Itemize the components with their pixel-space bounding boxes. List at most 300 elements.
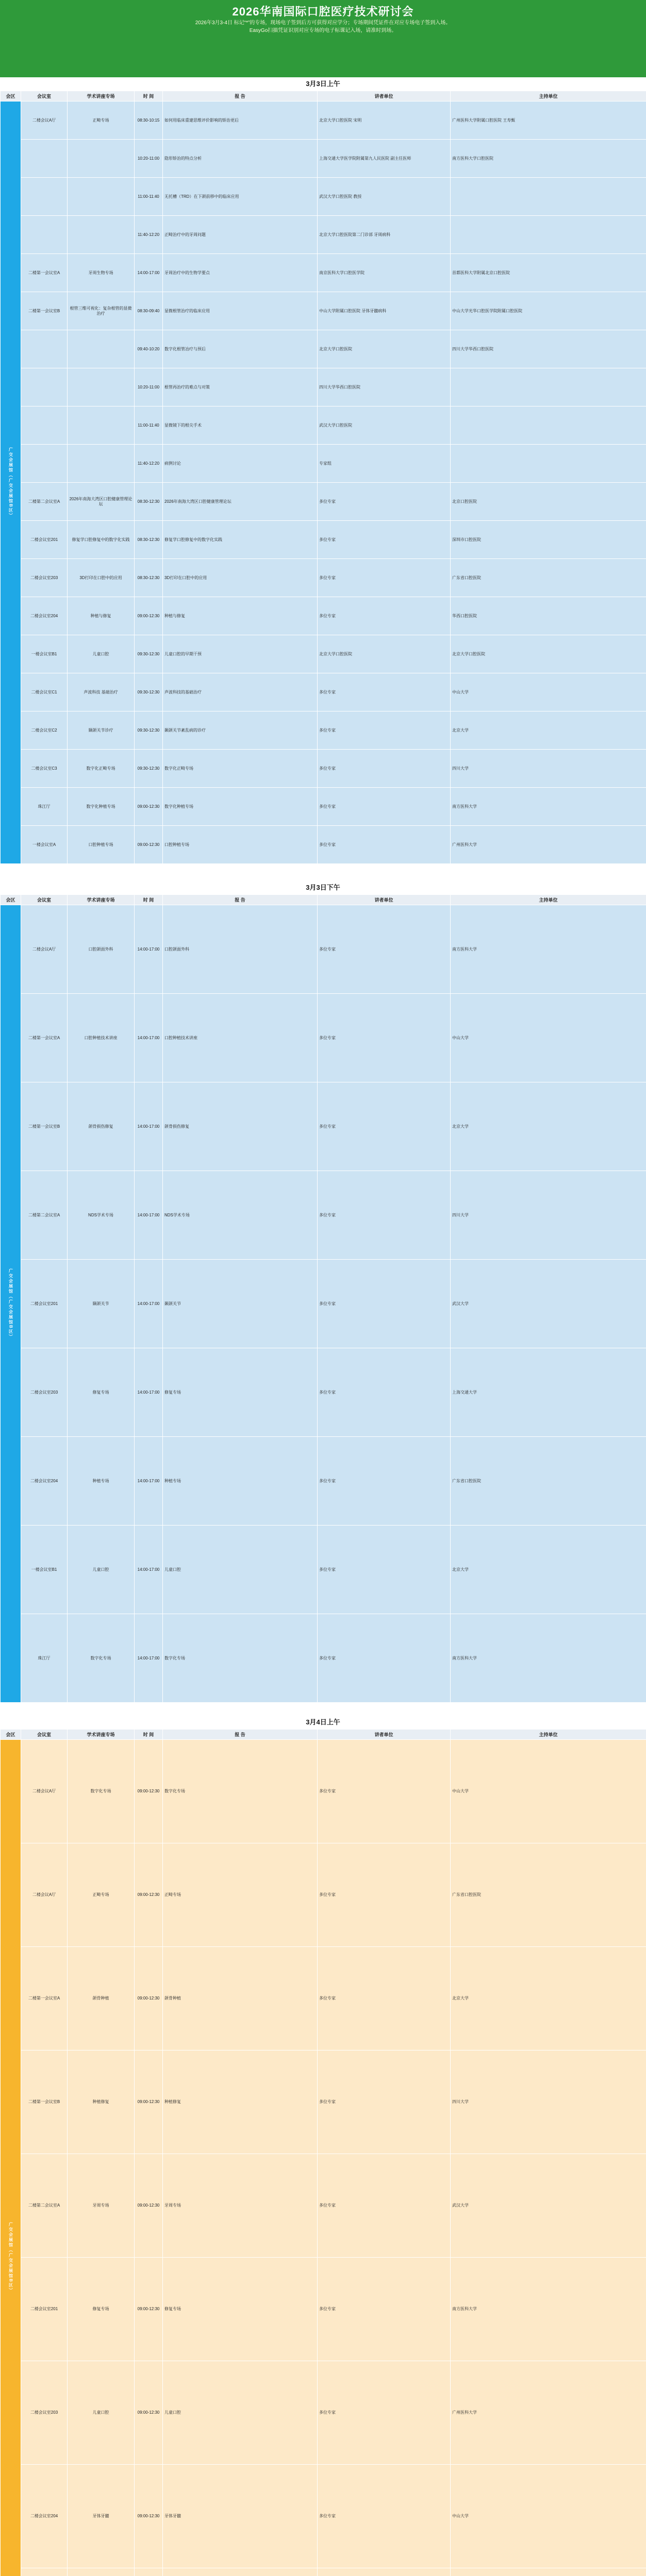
table-row [1, 216, 646, 254]
column-header: 讲者单位 [318, 91, 451, 101]
time-cell: 14:00-17:00 [135, 1526, 163, 1614]
talk-cell: 如何用临床重建思维评价影响的矫治更后 [163, 101, 318, 140]
table-row [1, 140, 646, 178]
topic-cell: 牙周专场 [68, 2154, 135, 2258]
talk-cell: 牙周专场 [163, 2154, 318, 2258]
host-cell: 广州医科大学 [451, 826, 646, 864]
event-title: 2026华南国际口腔医疗技术研讨会 [232, 5, 414, 18]
time-cell: 14:00-17:00 [135, 1437, 163, 1526]
room-cell: 二楼会议室C1 [21, 673, 68, 711]
talk-cell: 隐形矫治的特点分析 [163, 140, 318, 178]
table-row [1, 2258, 646, 2361]
table-row [1, 711, 646, 750]
time-cell: 11:00-11:40 [135, 406, 163, 445]
column-header: 会区 [1, 895, 21, 905]
room-cell: 二楼第二会议室A [21, 1171, 68, 1260]
host-cell: 北京大学口腔医院 [451, 635, 646, 673]
topic-cell [68, 445, 135, 483]
speaker-cell: 专家组 [318, 445, 451, 483]
talk-cell: 种植专场 [163, 1437, 318, 1526]
region-label: 广交会展馆（广交会展馆B区） [1, 905, 21, 1703]
room-cell: 二楼会议室201 [21, 521, 68, 559]
topic-cell: 声波科技 基础治疗 [68, 673, 135, 711]
host-cell: 北京大学 [451, 1947, 646, 2050]
speaker-cell: 多位专家 [318, 2050, 451, 2154]
room-cell [21, 178, 68, 216]
event-banner [0, 0, 646, 77]
talk-cell: 修复专场 [163, 1348, 318, 1437]
topic-cell: 儿童口腔 [68, 635, 135, 673]
host-cell [451, 445, 646, 483]
table-row [1, 635, 646, 673]
table-row [1, 750, 646, 788]
room-cell: 二楼会议室204 [21, 597, 68, 635]
column-header: 报 告 [163, 91, 318, 101]
table-row [1, 2465, 646, 2568]
topic-cell: 修复学口腔修复中的数字化实践 [68, 521, 135, 559]
host-cell: 中山大学 [451, 1740, 646, 1843]
topic-cell: 种植与修复 [68, 597, 135, 635]
speaker-cell: 多位专家 [318, 750, 451, 788]
day-title: 3月4日上午 [0, 1716, 646, 1729]
host-cell [451, 178, 646, 216]
table-row [1, 101, 646, 140]
table-row [1, 2361, 646, 2465]
region-label: 广交会展馆（广交会展馆B区） [1, 1740, 21, 2576]
speaker-cell: 多位专家 [318, 1843, 451, 1947]
talk-cell: 口腔种植技术讲座 [163, 994, 318, 1082]
room-cell [21, 368, 68, 406]
room-cell: 珠江厅 [21, 1614, 68, 1703]
table-row [1, 368, 646, 406]
table-row [1, 1740, 646, 1843]
column-header: 会区 [1, 1730, 21, 1740]
topic-cell: 颞颌关节诊疗 [68, 711, 135, 750]
talk-cell: 口腔颌面外科 [163, 905, 318, 994]
table-row [1, 1614, 646, 1703]
topic-cell: 牙体牙髓 [68, 2465, 135, 2568]
topic-cell: 正畸专场 [68, 1843, 135, 1947]
time-cell: 10:20-11:00 [135, 368, 163, 406]
time-cell: 09:00-12:30 [135, 2154, 163, 2258]
host-cell: 广州医科大学附属口腔医院 王寿甄 [451, 101, 646, 140]
talk-cell: 根管再治疗的难点与对策 [163, 368, 318, 406]
speaker-cell: 多位专家 [318, 711, 451, 750]
table-row [1, 788, 646, 826]
room-cell [21, 2568, 68, 2576]
topic-cell: 种植修复 [68, 2050, 135, 2154]
time-cell: 09:40-10:20 [135, 330, 163, 368]
table-row [1, 1947, 646, 2050]
day-section [0, 77, 646, 881]
speaker-cell: 多位专家 [318, 2465, 451, 2568]
speaker-cell: 多位专家 [318, 826, 451, 864]
speaker-cell: 多位专家 [318, 1171, 451, 1260]
table-row [1, 1526, 646, 1614]
table-row [1, 2154, 646, 2258]
host-cell: 中山大学 [451, 2465, 646, 2568]
room-cell: 二楼第一会议室B [21, 292, 68, 330]
speaker-cell: 多位专家 [318, 1082, 451, 1171]
topic-cell: 数字化专场 [68, 1614, 135, 1703]
time-cell: 08:30-09:40 [135, 292, 163, 330]
topic-cell: 儿童口腔 [68, 1526, 135, 1614]
talk-cell: 儿童口腔的早期干预 [163, 635, 318, 673]
speaker-cell: 多位专家 [318, 673, 451, 711]
talk-cell: 正畸专场 [163, 1843, 318, 1947]
room-cell: 二楼会议室204 [21, 2465, 68, 2568]
table-row [1, 483, 646, 521]
speaker-cell: 上海交通大学医学院附属第九人民医院 副主任医师 [318, 140, 451, 178]
talk-cell: 显微镜下的根尖手术 [163, 406, 318, 445]
room-cell [21, 330, 68, 368]
topic-cell: 2026年南海大湾区口腔健康管理论坛 [68, 483, 135, 521]
table-row [1, 994, 646, 1082]
table-row [1, 292, 646, 330]
time-cell: 09:00-12:30 [135, 2465, 163, 2568]
room-cell: 一楼会议室B1 [21, 635, 68, 673]
talk-cell: 数字化专场 [163, 1614, 318, 1703]
talk-cell: 显微根管治疗的临床应用 [163, 292, 318, 330]
region-label: 广交会展馆（广交会展馆B区） [1, 101, 21, 864]
speaker-cell: 多位专家 [318, 1437, 451, 1526]
time-cell: 14:00-17:00 [135, 1348, 163, 1437]
topic-cell: 口腔颌面外科 [68, 905, 135, 994]
topic-cell: NDS学术专场 [68, 1171, 135, 1260]
room-cell: 二楼第二会议室A [21, 2154, 68, 2258]
talk-cell: 颌骨种植 [163, 1947, 318, 2050]
topic-cell: 修复专场 [68, 2258, 135, 2361]
host-cell: 南方医科大学 [451, 905, 646, 994]
table-row [1, 1843, 646, 1947]
speaker-cell: 北京大学口腔医院第二门诊部 牙周病科 [318, 216, 451, 254]
host-cell: 武汉大学 [451, 1260, 646, 1348]
room-cell [21, 140, 68, 178]
speaker-cell: 中山大学附属口腔医院 牙体牙髓病科 [318, 292, 451, 330]
table-row [1, 559, 646, 597]
speaker-cell: 多位专家 [318, 1526, 451, 1614]
column-header: 讲者单位 [318, 1730, 451, 1740]
time-cell: 09:00-12:30 [135, 1740, 163, 1843]
room-cell: 二楼会议室203 [21, 1348, 68, 1437]
host-cell: 广州医科大学 [451, 2361, 646, 2465]
topic-cell [68, 216, 135, 254]
talk-cell: 颞颌关节紊乱病的诊疗 [163, 711, 318, 750]
host-cell: 南方医科大学 [451, 1614, 646, 1703]
time-cell: 14:00-17:00 [135, 1082, 163, 1171]
room-cell [21, 216, 68, 254]
topic-cell [68, 140, 135, 178]
time-cell: 09:30-12:30 [135, 711, 163, 750]
room-cell [21, 445, 68, 483]
room-cell: 一楼会议室B1 [21, 1526, 68, 1614]
speaker-cell: 北京大学口腔医院 [318, 330, 451, 368]
topic-cell [68, 330, 135, 368]
host-cell: 中山大学 [451, 673, 646, 711]
host-cell: 中山大学光华口腔医学院附属口腔医院 [451, 292, 646, 330]
speaker-cell: 武汉大学口腔医院 教授 [318, 178, 451, 216]
topic-cell: 数字化专场 [68, 1740, 135, 1843]
day-title: 3月3日下午 [0, 881, 646, 894]
table-row [1, 178, 646, 216]
time-cell: 11:40-12:20 [135, 216, 163, 254]
topic-cell: 修复专场 [68, 1348, 135, 1437]
schedule-table [0, 894, 646, 1703]
table-row [1, 1082, 646, 1171]
table-row [1, 673, 646, 711]
time-cell: 09:00-12:30 [135, 826, 163, 864]
topic-cell: 牙周生物专场 [68, 254, 135, 292]
room-cell: 二楼会议室203 [21, 559, 68, 597]
time-cell: 14:00-17:00 [135, 1614, 163, 1703]
speaker-cell: 多位专家 [318, 1260, 451, 1348]
room-cell: 二楼第一会议室B [21, 1082, 68, 1171]
host-cell: 南方医科大学口腔医院 [451, 140, 646, 178]
host-cell: 北京大学 [451, 711, 646, 750]
time-cell: 09:00-12:30 [135, 2361, 163, 2465]
host-cell: 广东省口腔医院 [451, 559, 646, 597]
table-row [1, 521, 646, 559]
room-cell: 二楼第一会议室B [21, 2050, 68, 2154]
time-cell: 09:30-12:30 [135, 750, 163, 788]
time-cell: 09:30-12:30 [135, 635, 163, 673]
table-row [1, 1260, 646, 1348]
topic-cell: 种植专场 [68, 1437, 135, 1526]
time-cell: 09:30-12:30 [135, 673, 163, 711]
topic-cell: 根管三维可视化：复杂根管的显微治疗 [68, 292, 135, 330]
speaker-cell: 多位专家 [318, 559, 451, 597]
column-header: 报 告 [163, 1730, 318, 1740]
column-header: 学术讲座专场 [68, 91, 135, 101]
column-header: 时 间 [135, 1730, 163, 1740]
banner-line-1: 2026年3月3-4日 标记“*”的专场，现场电子签到后方可获得对应学分；专场期间凭证件在对应专场电子签到入场。 [195, 20, 451, 26]
host-cell: 四川大学 [451, 1171, 646, 1260]
room-cell: 二楼会议室C3 [21, 750, 68, 788]
day-section [0, 881, 646, 1716]
host-cell [451, 216, 646, 254]
time-cell: 08:30-12:30 [135, 521, 163, 559]
column-header: 主持单位 [451, 91, 646, 101]
time-cell: 09:00-12:30 [135, 2258, 163, 2361]
speaker-cell: 多位专家 [318, 1947, 451, 2050]
table-row [1, 826, 646, 864]
table-row [1, 597, 646, 635]
room-cell: 一楼会议室A [21, 826, 68, 864]
topic-cell: 数字化正畸专场 [68, 750, 135, 788]
host-cell: 北京大学 [451, 1082, 646, 1171]
column-header: 讲者单位 [318, 895, 451, 905]
topic-cell: 口腔种植专场 [68, 826, 135, 864]
time-cell: 11:40-12:20 [135, 445, 163, 483]
table-row [1, 1437, 646, 1526]
topic-cell: 3D打印在口腔中的应用 [68, 559, 135, 597]
host-cell [451, 406, 646, 445]
room-cell: 二楼会议室201 [21, 2258, 68, 2361]
talk-cell: 声波科技的基础治疗 [163, 673, 318, 711]
time-cell: 14:00-17:00 [135, 254, 163, 292]
column-header: 会议室 [21, 91, 68, 101]
speaker-cell: 北京大学口腔医院 [318, 635, 451, 673]
schedule-table [0, 1729, 646, 2576]
time-cell: 14:00-17:00 [135, 1260, 163, 1348]
talk-cell: 数字化正畸专场 [163, 750, 318, 788]
day-section [0, 1716, 646, 2576]
talk-cell: 种植与修复 [163, 597, 318, 635]
topic-cell: 颌骨种植 [68, 1947, 135, 2050]
column-header: 时 间 [135, 895, 163, 905]
topic-cell [68, 178, 135, 216]
time-cell: 14:00-17:00 [135, 1171, 163, 1260]
host-cell: 北京大学 [451, 1526, 646, 1614]
speaker-cell: 多位专家 [318, 994, 451, 1082]
speaker-cell: 多位专家 [318, 788, 451, 826]
room-cell: 二楼第二会议室A [21, 483, 68, 521]
talk-cell: 口腔种植专场 [163, 826, 318, 864]
room-cell: 二楼第一会议室A [21, 994, 68, 1082]
topic-cell: 正畸专场 [68, 101, 135, 140]
host-cell: 北京口腔医院 [451, 483, 646, 521]
talk-cell: 修复学口腔修复中的数字化实践 [163, 521, 318, 559]
table-row [1, 1348, 646, 1437]
room-cell: 二楼第一会议室A [21, 254, 68, 292]
section-spacer [0, 1703, 646, 1713]
time-cell: 09:00-12:30 [135, 1843, 163, 1947]
time-cell: 09:00-12:30 [135, 597, 163, 635]
table-row [1, 2050, 646, 2154]
talk-cell: 无托槽（TRD）在下颌前移中的临床应用 [163, 178, 318, 216]
talk-cell: 3D打印在口腔中的应用 [163, 559, 318, 597]
speaker-cell: 南京医科大学口腔医学院 [318, 254, 451, 292]
section-spacer [0, 864, 646, 874]
talk-cell: 牙体牙髓 [163, 2465, 318, 2568]
room-cell: 二楼会议室203 [21, 2361, 68, 2465]
host-cell: 武汉大学 [451, 2154, 646, 2258]
schedule-days [0, 77, 646, 2576]
room-cell [21, 406, 68, 445]
table-row [1, 905, 646, 994]
column-header: 报 告 [163, 895, 318, 905]
speaker-cell: 多位专家 [318, 1348, 451, 1437]
talk-cell: 颌骨损伤修复 [163, 1082, 318, 1171]
room-cell: 二楼会议A厅 [21, 1843, 68, 1947]
table-row [1, 445, 646, 483]
time-cell [135, 2568, 163, 2576]
time-cell: 14:00-17:00 [135, 994, 163, 1082]
time-cell: 10:20-11:00 [135, 140, 163, 178]
day-title: 3月3日上午 [0, 77, 646, 91]
speaker-cell: 四川大学华西口腔医院 [318, 368, 451, 406]
talk-cell: 儿童口腔 [163, 1526, 318, 1614]
speaker-cell: 多位专家 [318, 521, 451, 559]
room-cell: 二楼第一会议室A [21, 1947, 68, 2050]
talk-cell: 种植修复 [163, 2050, 318, 2154]
host-cell: 南方医科大学 [451, 788, 646, 826]
host-cell: 广东省口腔医院 [451, 1437, 646, 1526]
column-header: 会区 [1, 91, 21, 101]
room-cell: 珠江厅 [21, 788, 68, 826]
host-cell: 四川大学华西口腔医院 [451, 330, 646, 368]
host-cell: 中山大学 [451, 994, 646, 1082]
host-cell: 华西口腔医院 [451, 597, 646, 635]
talk-cell: 儿童口腔 [163, 2361, 318, 2465]
talk-cell: 颞颌关节 [163, 1260, 318, 1348]
speaker-cell: 多位专家 [318, 597, 451, 635]
speaker-cell: 多位专家 [318, 1740, 451, 1843]
column-header: 主持单位 [451, 1730, 646, 1740]
column-header: 时 间 [135, 91, 163, 101]
host-cell: 首都医科大学附属北京口腔医院 [451, 254, 646, 292]
talk-cell: 2026年南海大湾区口腔健康管理论坛 [163, 483, 318, 521]
host-cell: 广东省口腔医院 [451, 1843, 646, 1947]
speaker-cell: 多位专家 [318, 2361, 451, 2465]
topic-cell: 儿童口腔 [68, 2361, 135, 2465]
table-row [1, 2568, 646, 2576]
speaker-cell: 多位专家 [318, 905, 451, 994]
time-cell: 14:00-17:00 [135, 905, 163, 994]
talk-cell: 正畸治疗中的牙周问题 [163, 216, 318, 254]
topic-cell: 口腔种植技术讲座 [68, 994, 135, 1082]
speaker-cell [318, 2568, 451, 2576]
time-cell: 09:00-12:30 [135, 788, 163, 826]
banner-line-2: EasyGo扫描凭证识别对应专场的电子标课记入场，请准时到场。 [249, 28, 397, 33]
room-cell: 二楼会议室204 [21, 1437, 68, 1526]
talk-cell: 修复专场 [163, 2258, 318, 2361]
talk-cell: 牙周治疗中的生物学要点 [163, 254, 318, 292]
time-cell: 08:30-12:30 [135, 559, 163, 597]
column-header: 主持单位 [451, 895, 646, 905]
schedule-table [0, 91, 646, 864]
host-cell: 四川大学 [451, 2050, 646, 2154]
time-cell: 11:00-11:40 [135, 178, 163, 216]
column-header: 学术讲座专场 [68, 1730, 135, 1740]
table-row [1, 406, 646, 445]
host-cell [451, 368, 646, 406]
host-cell: 四川大学 [451, 750, 646, 788]
table-row [1, 254, 646, 292]
time-cell: 09:00-12:30 [135, 2050, 163, 2154]
table-row [1, 330, 646, 368]
room-cell: 二楼会议室201 [21, 1260, 68, 1348]
column-header: 会议室 [21, 895, 68, 905]
room-cell: 二楼会议A厅 [21, 1740, 68, 1843]
speaker-cell: 多位专家 [318, 2154, 451, 2258]
topic-cell: 颌骨损伤修复 [68, 1082, 135, 1171]
speaker-cell: 北京大学口腔医院 宋明 [318, 101, 451, 140]
topic-cell [68, 2568, 135, 2576]
talk-cell: 数字化种植专场 [163, 788, 318, 826]
host-cell [451, 2568, 646, 2576]
topic-cell: 颞颌关节 [68, 1260, 135, 1348]
column-header: 学术讲座专场 [68, 895, 135, 905]
time-cell: 08:30-12:30 [135, 483, 163, 521]
host-cell: 深圳市口腔医院 [451, 521, 646, 559]
host-cell: 上海交通大学 [451, 1348, 646, 1437]
host-cell: 南方医科大学 [451, 2258, 646, 2361]
table-row [1, 1171, 646, 1260]
time-cell: 09:00-12:30 [135, 1947, 163, 2050]
room-cell: 二楼会议A厅 [21, 101, 68, 140]
talk-cell: 病例讨论 [163, 445, 318, 483]
speaker-cell: 多位专家 [318, 2258, 451, 2361]
talk-cell: 数字化专场 [163, 1740, 318, 1843]
talk-cell [163, 2568, 318, 2576]
topic-cell [68, 406, 135, 445]
speaker-cell: 武汉大学口腔医院 [318, 406, 451, 445]
talk-cell: 数字化根管冶疗与预后 [163, 330, 318, 368]
room-cell: 二楼会议A厅 [21, 905, 68, 994]
speaker-cell: 多位专家 [318, 483, 451, 521]
topic-cell: 数字化种植专场 [68, 788, 135, 826]
